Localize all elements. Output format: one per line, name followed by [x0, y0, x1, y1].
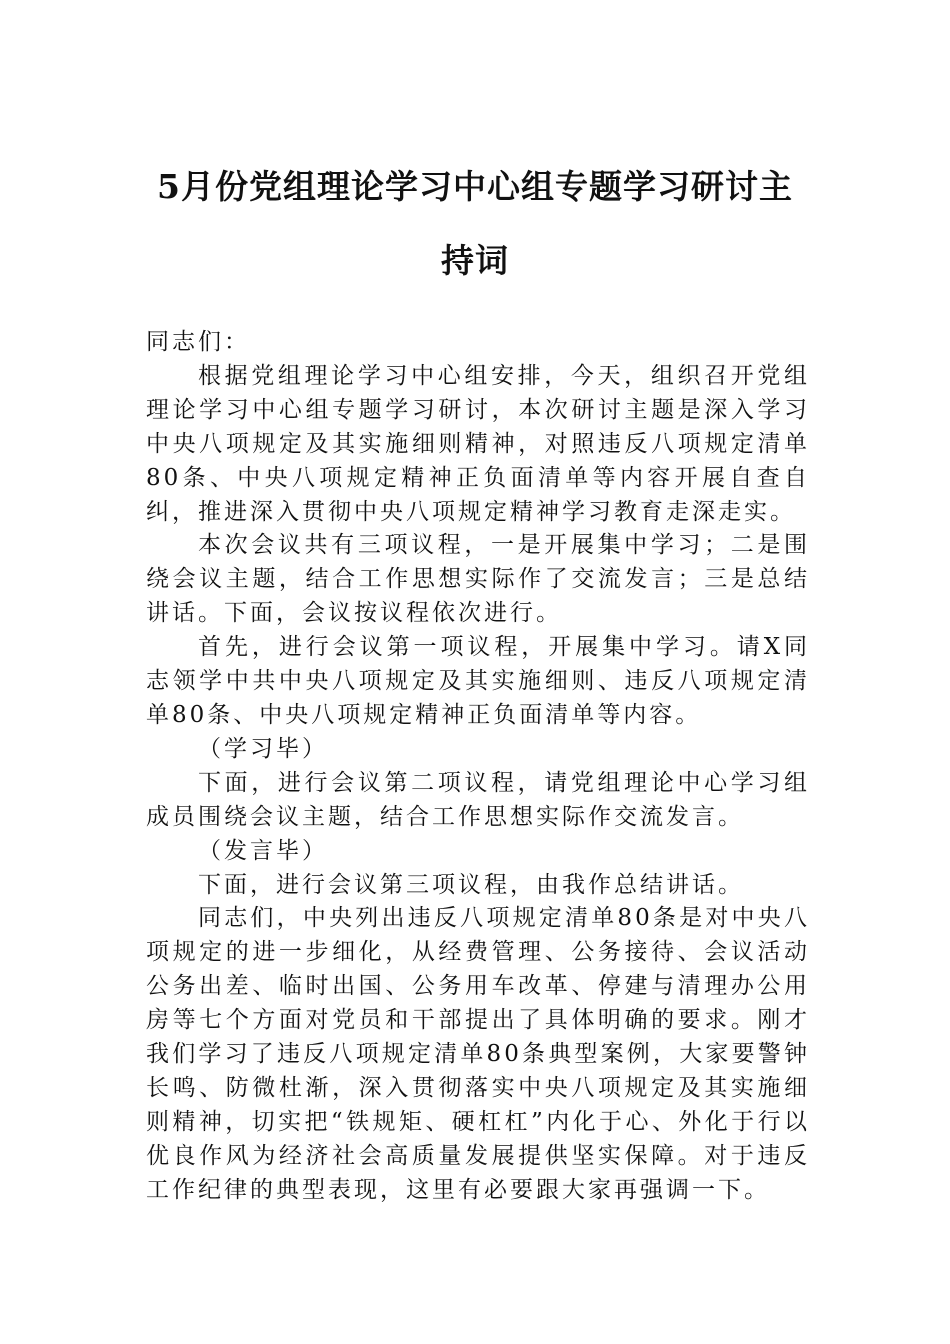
- document-title: [130, 150, 820, 298]
- title-line-2: 持词: [441, 241, 509, 280]
- salutation: 同志们：: [146, 329, 250, 355]
- title-line-1: 5月份党组理论学习中心组专题学习研讨主: [157, 167, 793, 206]
- paragraph-second-item: 下面，进行会议第二项议程，请党组理论中心学习组成员围绕会议主题，结合工作思想实际作交流发言。: [146, 769, 810, 830]
- paragraph-third-item: 下面，进行会议第三项议程，由我作总结讲话。: [198, 871, 744, 898]
- paragraph-agenda: 本次会议共有三项议程，一是开展集中学习；二是围绕会议主题，结合工作思想实际作了交流发言；三是总结讲话。下面，会议按议程依次进行。: [146, 532, 810, 627]
- paragraph-first-item: 首先，进行会议第一项议程，开展集中学习。请X同志领学中共中央八项规定及其实施细则、违反八项规定清单80条、中央八项规定精神正负面清单等内容。: [146, 634, 810, 728]
- paragraph-speech-done: （发言毕）: [198, 837, 328, 864]
- paragraph-study-done: （学习毕）: [198, 735, 328, 762]
- document-body: [146, 326, 810, 1208]
- paragraph-intro: 根据党组理论学习中心组安排，今天，组织召开党组理论学习中心组专题学习研讨，本次研讨主题是深入学习中央八项规定及其实施细则精神，对照违反八项规定清单80条、中央八项规定精神正负面清单等内容开展自查自纠，推进深入贯彻中央八项规定精神学习教育走深走实。: [146, 362, 810, 525]
- paragraph-summary: 同志们，中央列出违反八项规定清单80条是对中央八项规定的进一步细化，从经费管理、公务接待、会议活动公务出差、临时出国、公务用车改革、停建与清理办公用房等七个方面对党员和干部提出了具体明确的要求。刚才我们学习了违反八项规定清单80条典型案例，大家要警钟长鸣、防微杜渐，深入贯彻落实中央八项规定及其实施细则精神，切实把“铁规矩、硬杠杠”内化于心、外化于行以优良作风为经济社会高质量发展提供坚实保障。对于违反工作纪律的典型表现，这里有必要跟大家再强调一下。: [146, 905, 810, 1203]
